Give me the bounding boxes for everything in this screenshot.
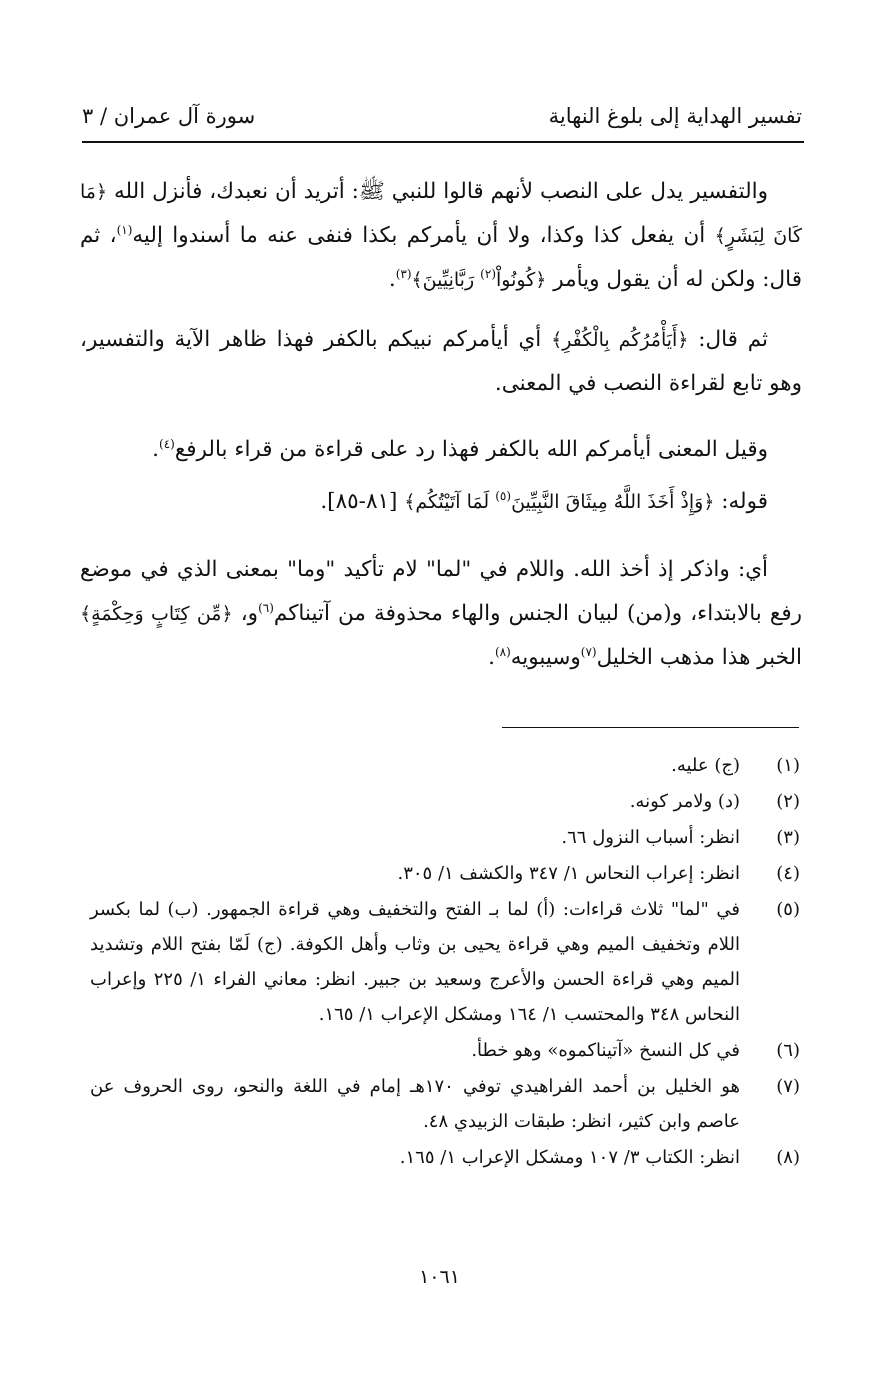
text: . [152,437,159,462]
header-rule [82,141,804,143]
paragraph-4 [80,480,802,524]
quran-quote: ﴿مِّن كِتَابٍ وَحِكْمَةٍ﴾ [80,603,233,625]
footnote-ref: (٢) [480,266,496,281]
footnote-text: انظر: الكتاب ٣/ ١٠٧ ومشكل الإعراب ١/ ١٦٥. [399,1147,740,1168]
text: الخبر هذا مذهب الخليل [596,645,802,670]
text: و، [232,601,259,626]
footnote-text: (ج) عليه. [671,755,740,776]
footnote-text: هو الخليل بن أحمد الفراهيدي توفي ١٧٠هـ إمام في اللغة والنحو، روى الحروف عن عاصم وابن كثير، انظر: طبقات الزبيدي ٤٨. [90,1076,741,1132]
footnote [90,820,800,855]
footnote [90,1140,800,1175]
footnotes [90,748,800,1176]
footnote-text: في "لما" ثلاث قراءات: (أ) لما بـ الفتح والتخفيف وهي قراءة الجمهور. (ب) لما بكسر اللام وتخفيف الميم وهي قراءة يحيى بن وثاب وأهل الكوفة. (ج) لَمّا بفتح اللام وتشديد الميم وهي قراءة الحسن والأعرج وسعيد بن جبير. انظر: معاني الفراء ١/ ٢٢٥ وإعراب النحاس ٣٤٨ والمحتسب ١/ ١٦٤ ومشكل الإعراب ١/ ١٦٥. [90,899,740,1025]
footnote-number: (٨) [776,1147,800,1168]
paragraph-2 [80,318,802,406]
footnote-number: (٥) [776,899,800,920]
text: أي: واذكر إذ أخذ الله. واللام في "لما" لام تأكيد "وما" بمعنى الذي في موضع رفع بالابتداء، و(من) لبيان الجنس والهاء محذوفة من آتيناكم [80,557,803,626]
footnote [90,784,800,819]
footnote-ref: (٤) [159,436,175,451]
text: وقيل المعنى أيأمركم الله بالكفر فهذا رد على قراءة من قراء بالرفع [174,437,768,462]
paragraph-1 [80,170,802,302]
footnote-number: (٤) [776,863,800,884]
footnote-ref: (٦) [258,600,274,615]
text: . [388,267,396,292]
quran-quote: لَمَا آتَيْتُكُم﴾ [404,491,496,513]
text: ثم قال: [688,327,769,352]
footnote [90,748,800,783]
footnote [90,856,800,891]
footnote-text: انظر: أسباب النزول ٦٦. [561,827,740,848]
text: ، ثم قال: ولكن له أن يقول ويأمر [80,223,802,292]
page-number: ١٠٦١ [419,1266,460,1288]
footnote-ref: (٣) [395,266,412,281]
footnote-number: (٦) [776,1040,800,1061]
text: والتفسير يدل على النصب لأنهم قالوا للنبي ﷺ: أتريد أن نعبدك، فأنزل الله [107,179,768,204]
surah-title: سورة آل عمران / ٣ [82,104,256,128]
book-title: تفسير الهداية إلى بلوغ النهاية [548,104,802,128]
quran-quote: ﴿كُونُواْ [496,269,547,291]
footnote [90,892,800,1032]
footnote-ref: (٨) [494,644,511,659]
footnote [90,1033,800,1068]
footnote-rule [502,727,799,728]
footnote-ref: (٥) [495,488,512,503]
quran-quote: ﴿أَيَأْمُرُكُم بِالْكُفْرِ﴾ [551,329,689,351]
footnote-number: (٣) [776,827,800,848]
quran-quote: ﴿مَا كَانَ لِبَشَرٍ﴾ [80,181,802,247]
quran-quote: رَبَّانِيِّينَ﴾ [411,269,481,291]
footnote-ref: (١) [116,222,133,237]
footnote-number: (٧) [776,1076,800,1097]
paragraph-3 [80,428,802,472]
footnote [90,1069,800,1139]
footnote-text: (د) ولامر كونه. [629,791,740,812]
text: . [488,645,495,670]
verse-range: [٨١-٨٥]. [320,489,405,514]
running-header [82,100,802,140]
text: قوله: [714,489,768,514]
text: وسيبويه [510,645,581,670]
footnote-number: (١) [776,755,800,776]
paragraph-5 [80,548,802,680]
footnote-ref: (٧) [580,644,597,659]
quran-quote: ﴿وَإِذْ أَخَذَ اللَّهُ مِيثَاقَ النَّبِيِّينَ [511,491,715,513]
footnote-number: (٢) [776,791,800,812]
text: أن يفعل كذا وكذا، ولا أن يأمركم بكذا فنفى عنه ما أسندوا إليه [132,223,715,248]
text: أي أيأمركم نبيكم بالكفر فهذا ظاهر الآية والتفسير، وهو تابع لقراءة النصب في المعنى. [80,327,802,396]
footnote-text: انظر: إعراب النحاس ١/ ٣٤٧ والكشف ١/ ٣٠٥. [397,863,740,884]
footnote-text: في كل النسخ «آتيناكموه» وهو خطأ. [471,1040,740,1061]
